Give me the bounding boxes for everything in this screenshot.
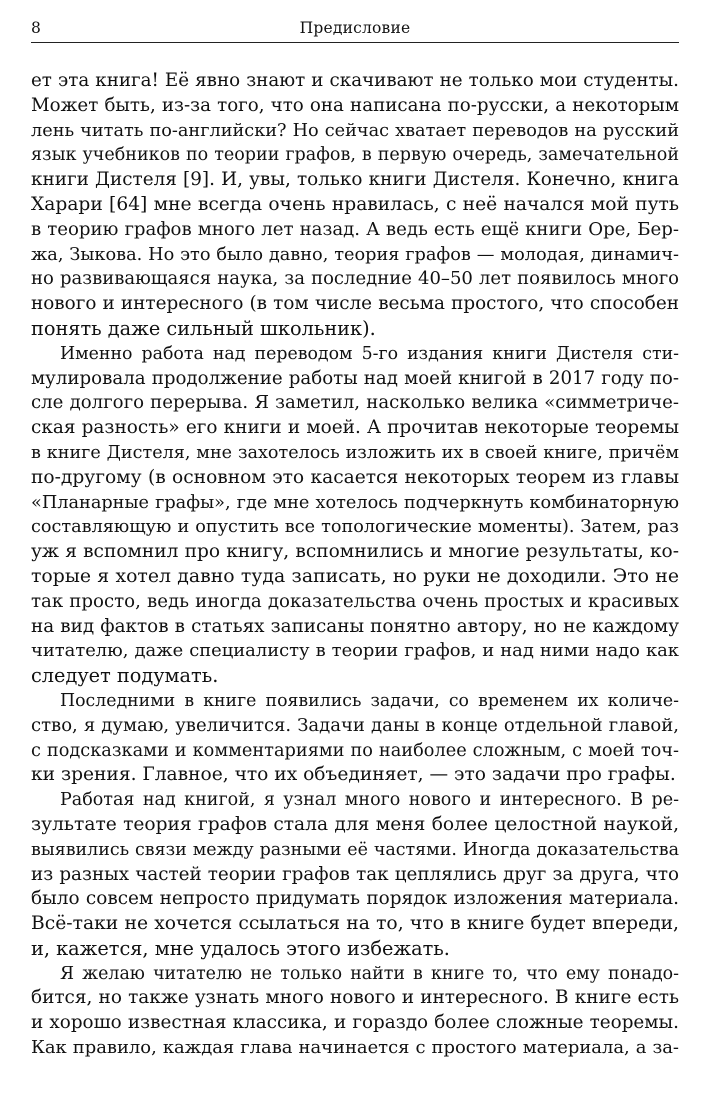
text-line: Я желаю читателю не только найти в книге то, что ему понадо- <box>60 963 679 984</box>
text-line: нового и интересного (в том числе весьма простого, что способен <box>31 293 679 315</box>
text-line: ская разность» его книги и моей. А прочитав некоторые теоремы <box>31 417 679 439</box>
text-line: ет эта книга! Её явно знают и скачивают не только мои студенты. <box>31 70 679 91</box>
text-line: Работая над книгой, я узнал много нового и интересного. В ре- <box>60 790 679 811</box>
text-line: из разных частей теории графов так цеплялись друг за друга, что <box>31 863 679 885</box>
text-line: ки зрения. Главное, что их объединяет, — это задачи про графы. <box>31 764 676 786</box>
text-line: лень читать по-английски? Но сейчас хватает переводов на русский <box>31 120 679 141</box>
text-line: и, кажется, мне удалось этого избежать. <box>31 936 450 960</box>
text-line: понять даже сильный школьник). <box>31 316 376 340</box>
paragraph <box>31 69 679 342</box>
text-line: но развивающаяся наука, за последние 40–50 лет появилось много <box>31 268 679 290</box>
text-line: жа, Зыкова. Но это было давно, теория графов — молодая, динамич- <box>31 244 679 265</box>
text-line: ство, я думаю, увеличится. Задачи даны в конце отдельной главой, <box>31 714 679 736</box>
text-line: Всё-таки не хочется ссылаться на то, что в книге будет впереди, <box>31 913 679 935</box>
text-line: так просто, ведь иногда доказательства очень простых и красивых <box>31 590 679 612</box>
text-line: выявились связи между разными её частями. Иногда доказательства <box>31 839 679 860</box>
body-text <box>31 69 679 1061</box>
text-line: уж я вспомнил про книгу, вспомнились и многие результаты, ко- <box>31 541 679 563</box>
running-title: Предисловие <box>299 19 411 37</box>
text-line: торые я хотел давно туда записать, но руки не доходили. Это не <box>31 565 679 587</box>
book-page <box>31 0 679 1093</box>
text-line: с подсказками и комментариями по наиболее сложным, с моей точ- <box>31 740 679 761</box>
text-line: Последними в книге появились задачи, со временем их количе- <box>60 690 679 711</box>
text-line: и хорошо известная классика, и гораздо более сложные теоремы. <box>31 1012 679 1034</box>
text-line: в книге Дистеля, мне захотелось изложить их в своей книге, причём <box>31 442 679 463</box>
text-line: составляющую и опустить все топологические моменты). Затем, раз <box>31 517 679 538</box>
text-line: мулировала продолжение работы над моей книгой в 2017 году по- <box>31 367 679 389</box>
page-number: 8 <box>31 19 41 37</box>
text-line: Харари [64] мне всегда очень нравилась, с неё начался мой путь <box>31 193 679 215</box>
text-line: в теорию графов много лет назад. А ведь есть ещё книги Оре, Бер- <box>31 218 679 240</box>
paragraph <box>31 342 679 689</box>
running-header <box>31 0 679 43</box>
text-line: сле долгого перерыва. Я заметил, насколько велика «симметриче- <box>31 392 679 414</box>
text-line: Как правило, каждая глава начинается с простого материала, а за- <box>31 1037 679 1059</box>
text-line: бится, но также узнать много нового и интересного. В книге есть <box>31 987 679 1009</box>
text-line: зультате теория графов стала для меня более целостной наукой, <box>31 813 679 835</box>
text-line: читателю, даже специалисту в теории графов, и над ними надо как <box>31 640 679 662</box>
text-line: было совсем непросто придумать порядок изложения материала. <box>31 888 679 910</box>
text-line: Именно работа над переводом 5-го издания книги Дистеля сти- <box>60 343 679 364</box>
text-line: следует подумать. <box>31 664 219 688</box>
paragraph <box>31 962 679 1061</box>
text-line: Может быть, из-за того, что она написана по-русски, а некоторым <box>31 94 679 116</box>
paragraph <box>31 689 679 788</box>
text-line: на вид фактов в статьях записаны понятно автору, но не каждому <box>31 615 679 637</box>
text-line: «Планарные графы», где мне хотелось подчеркнуть комбинаторную <box>31 492 679 513</box>
text-line: книги Дистеля [9]. И, увы, только книги Дистеля. Конечно, книга <box>31 169 679 191</box>
paragraph <box>31 788 679 962</box>
text-line: язык учебников по теории графов, в первую очередь, замечательной <box>31 145 679 166</box>
text-line: по-другому (в основном это касается некоторых теорем из главы <box>31 466 679 488</box>
